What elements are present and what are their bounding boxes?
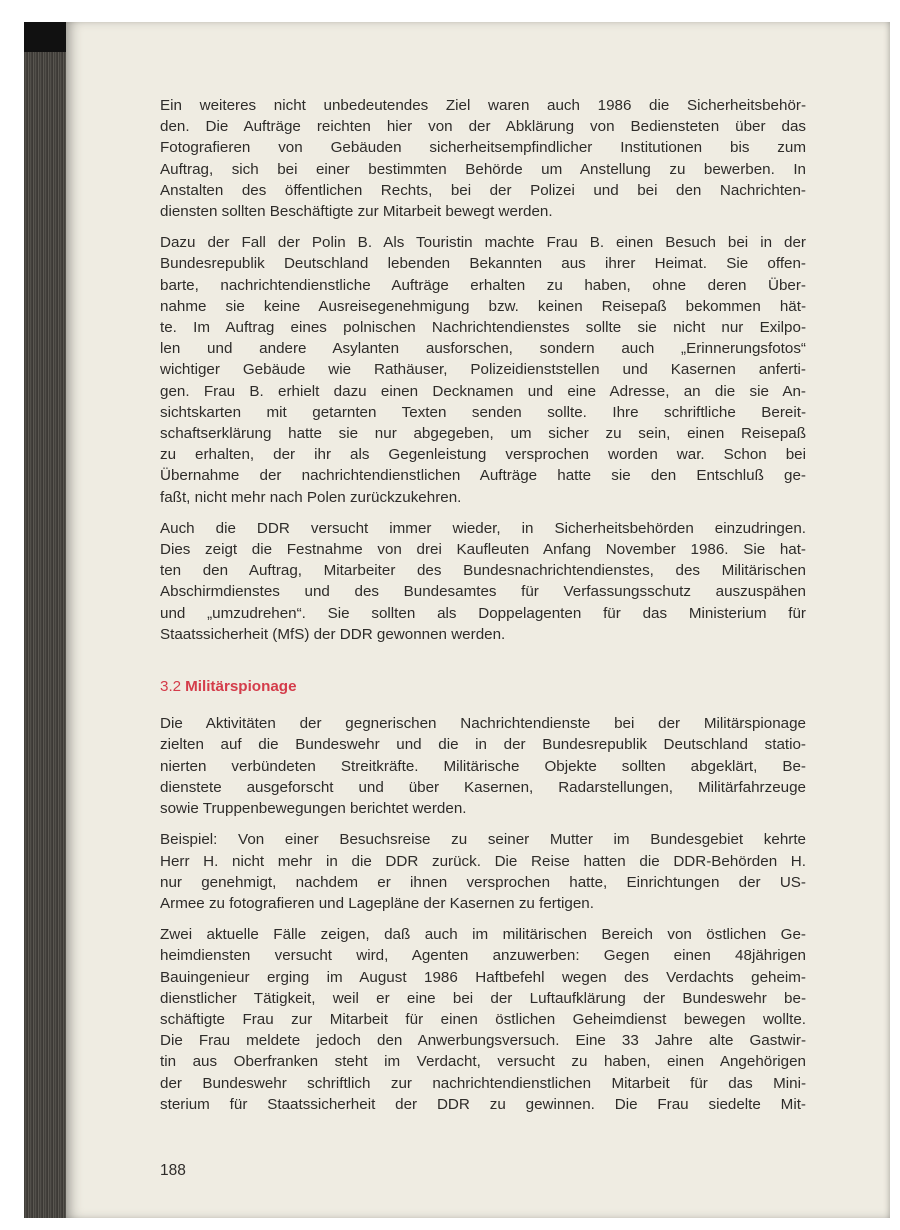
paragraph-militaerspionage: [160, 713, 806, 819]
top-paragraphs: [160, 95, 806, 645]
text-line: Herr H. nicht mehr in die DDR zurück. Die Reise hatten die DDR-Behörden H.: [160, 852, 806, 870]
paragraph-fall-polin: [160, 232, 806, 508]
text-line: len und andere Asylanten ausforschen, sondern auch „Erinnerungsfotos“: [160, 340, 806, 358]
text-line: sterium für Staatssicherheit der DDR zu gewinnen. Die Frau siedelte Mit-: [160, 1095, 806, 1113]
text-line: Staatssicherheit (MfS) der DDR gewonnen werden.: [160, 625, 506, 643]
text-line: diensten sollten Beschäftigte zur Mitarbeit bewegt werden.: [160, 203, 553, 221]
book-spine-shadow: [24, 22, 68, 52]
text-line: Dazu der Fall der Polin B. Als Touristin machte Frau B. einen Besuch bei in der: [160, 234, 806, 252]
text-line: Die Aktivitäten der gegnerischen Nachrichtendienste bei der Militärspionage: [160, 715, 806, 733]
text-line: gen. Frau B. erhielt dazu einen Decknamen und eine Adresse, an die sie An-: [160, 382, 806, 400]
paragraph-ddr-festnahme: [160, 518, 806, 645]
text-line: tin aus Oberfranken steht im Verdacht, versucht zu haben, einen Angehörigen: [160, 1053, 806, 1071]
text-line: dienstete ausgeforscht und über Kasernen, Radarstellungen, Militärfahrzeuge: [160, 778, 806, 796]
text-line: nahme sie keine Ausreisegenehmigung bzw. keinen Reisepaß bekommen hät-: [160, 297, 806, 315]
text-line: und „umzudrehen“. Sie sollten als Doppelagenten für das Ministerium für: [160, 604, 806, 622]
text-line: Abschirmdienstes und des Bundesamtes für Verfassungsschutz auszuspähen: [160, 583, 806, 601]
text-line: Auftrag, sich bei einer bestimmten Behörde um Anstellung zu bewerben. In: [160, 160, 806, 178]
text-line: Übernahme der nachrichtendienstlichen Aufträge hatte sie den Entschluß ge-: [160, 467, 806, 485]
text-line: nierten verbündeten Streitkräfte. Militärische Objekte sollten abgeklärt, Be-: [160, 757, 806, 775]
text-line: sowie Truppenbewegungen berichtet werden.: [160, 800, 467, 818]
section-heading: [160, 676, 806, 697]
text-line: ten den Auftrag, Mitarbeiter des Bundesnachrichtendienstes, des Militärischen: [160, 562, 806, 580]
text-line: zielten auf die Bundeswehr und die in der Bundesrepublik Deutschland statio-: [160, 736, 806, 754]
text-line: zu erhalten, der ihr als Gegenleistung versprochen worden war. Schon bei: [160, 446, 806, 464]
text-line: wichtiger Gebäude wie Rathäuser, Polizeidienststellen und Kasernen anferti-: [160, 361, 806, 379]
bottom-paragraphs: [160, 713, 806, 1115]
book-spine-edge: [24, 22, 68, 1218]
text-line: der Bundeswehr schriftlich zur nachrichtendienstlichen Mitarbeit für das Mini-: [160, 1074, 806, 1092]
text-line: sichtskarten mit getarnten Texten senden sollte. Ihre schriftliche Bereit-: [160, 403, 806, 421]
text-line: heimdiensten versucht wird, Agenten anzuwerben: Gegen einen 48jährigen: [160, 947, 806, 965]
text-line: faßt, nicht mehr nach Polen zurückzukehren.: [160, 488, 462, 506]
text-line: Zwei aktuelle Fälle zeigen, daß auch im militärischen Bereich von östlichen Ge-: [160, 926, 806, 944]
text-line: Ein weiteres nicht unbedeutendes Ziel waren auch 1986 die Sicherheitsbehör-: [160, 97, 806, 114]
text-line: Anstalten des öffentlichen Rechts, bei der Polizei und bei den Nachrichten-: [160, 181, 806, 199]
paragraph-beispiel-herr-h: [160, 829, 806, 914]
text-line: den. Die Aufträge reichten hier von der Abklärung von Bediensteten über das: [160, 118, 806, 136]
text-line: Die Frau meldete jedoch den Anwerbungsversuch. Eine 33 Jahre alte Gastwir-: [160, 1032, 806, 1050]
text-line: Beispiel: Von einer Besuchsreise zu seiner Mutter im Bundesgebiet kehrte: [160, 831, 806, 849]
section-title: Militärspionage: [185, 678, 297, 696]
text-line: dienstlicher Tätigkeit, weil er eine bei der Luftaufklärung der Bundeswehr be-: [160, 989, 806, 1007]
text-line: te. Im Auftrag eines polnischen Nachrichtendienstes sollte sie nicht nur Exilpo-: [160, 319, 806, 337]
text-line: Armee zu fotografieren und Lagepläne der Kasernen zu fertigen.: [160, 894, 594, 912]
page-number: 188: [160, 1162, 186, 1179]
text-line: barte, nachrichtendienstliche Aufträge erhalten zu haben, ohne deren Über-: [160, 276, 806, 294]
text-line: nur genehmigt, nachdem er ihnen versprochen hatte, Einrichtungen der US-: [160, 873, 806, 891]
page-text-body: [160, 95, 806, 1115]
section-number: 3.2: [160, 678, 182, 696]
text-line: Bauingenieur erging im August 1986 Haftbefehl wegen des Verdachts geheim-: [160, 968, 806, 986]
text-line: Bundesrepublik Deutschland lebenden Bekannten aus ihrer Heimat. Sie offen-: [160, 255, 806, 273]
text-line: Dies zeigt die Festnahme von drei Kaufleuten Anfang November 1986. Sie hat-: [160, 541, 806, 559]
paragraph-zwei-faelle: [160, 924, 806, 1115]
text-line: schäftigte Frau zur Mitarbeit für einen östlichen Geheimdienst bewegen wollte.: [160, 1010, 806, 1028]
text-line: schaftserklärung hatte sie nur abgegeben, um sicher zu sein, einen Reisepaß: [160, 425, 806, 443]
text-line: Fotografieren von Gebäuden sicherheitsempfindlicher Institutionen bis zum: [160, 139, 806, 157]
paragraph-sicherheitsbehoerden: [160, 95, 806, 222]
text-line: Auch die DDR versucht immer wieder, in Sicherheitsbehörden einzudringen.: [160, 519, 806, 537]
